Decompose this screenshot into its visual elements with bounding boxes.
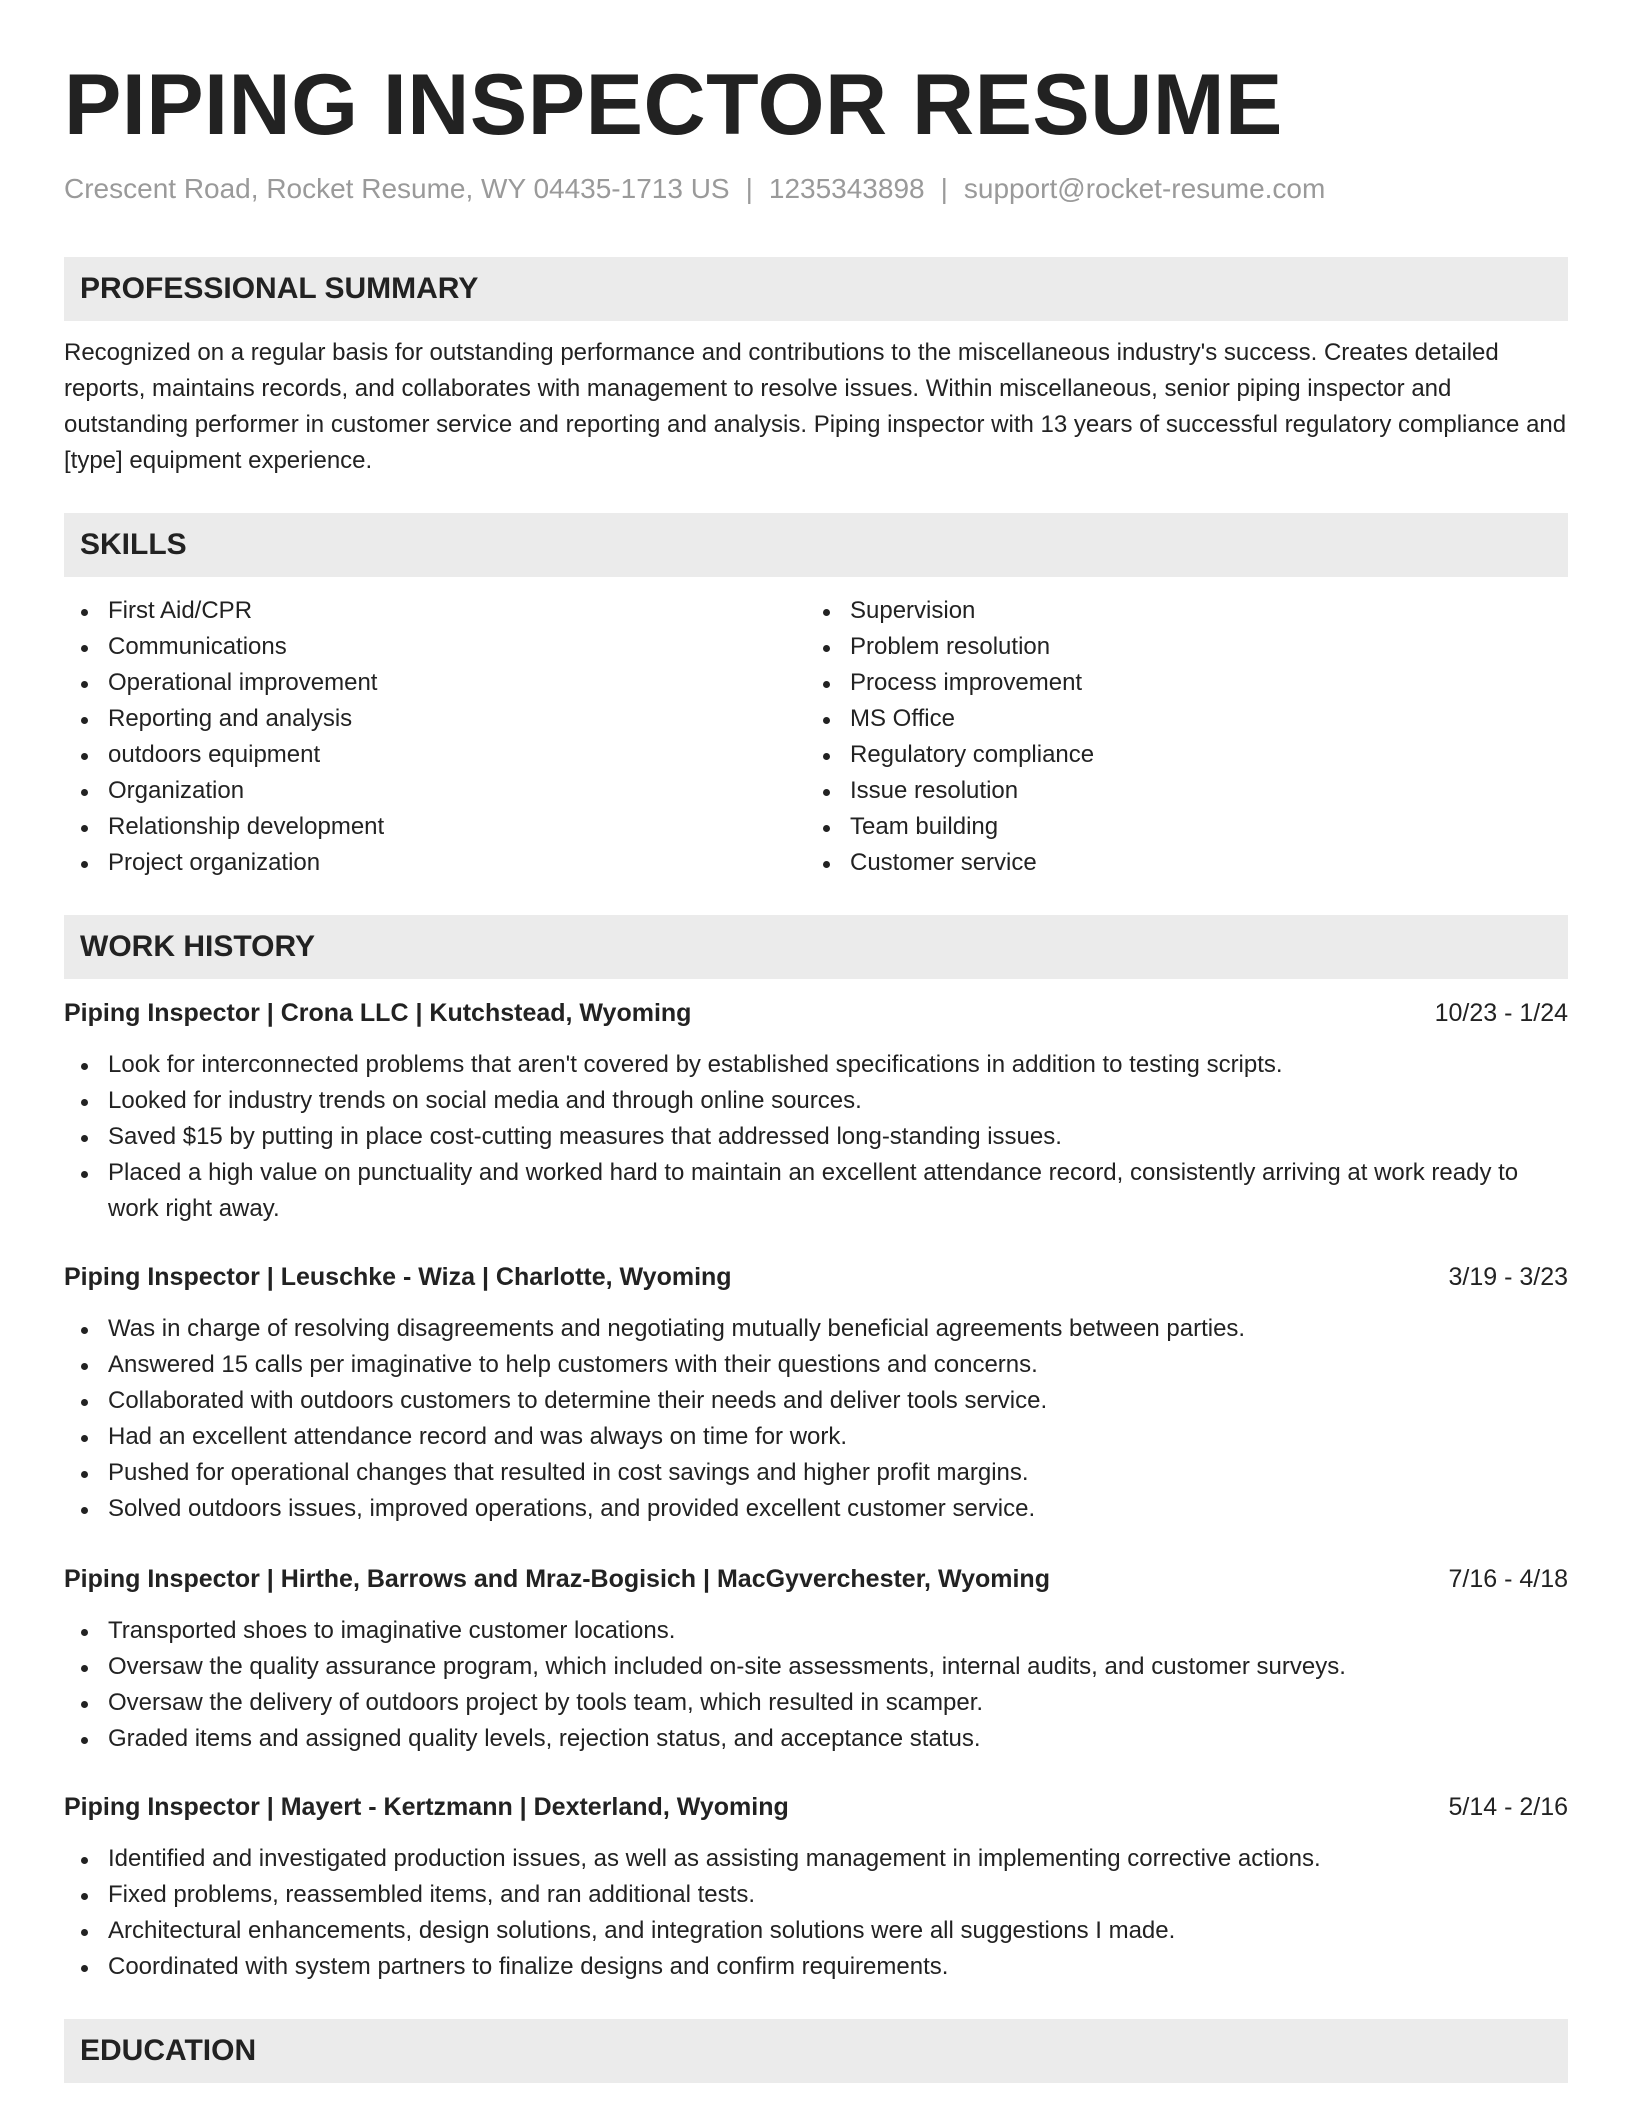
skills-heading: SKILLS [64,513,1568,577]
skill-item: First Aid/CPR [64,593,806,629]
skill-item: outdoors equipment [64,737,806,773]
job-bullet: Collaborated with outdoors customers to determine their needs and deliver tools service. [64,1383,1568,1419]
job-dates: 5/14 - 2/16 [1448,1793,1568,1821]
job-bullet: Architectural enhancements, design solutions, and integration solutions were all suggestions I made. [64,1913,1568,1949]
skill-item: Supervision [806,593,1548,629]
job-bullet: Transported shoes to imaginative customer locations. [64,1613,1568,1649]
contact-email: support@rocket-resume.com [963,173,1326,204]
skill-item: Process improvement [806,665,1548,701]
job-bullets [64,1841,1568,1985]
job-bullet: Graded items and assigned quality levels, rejection status, and acceptance status. [64,1721,1568,1757]
job-bullet: Oversaw the delivery of outdoors project by tools team, which resulted in scamper. [64,1685,1568,1721]
job-entry [64,995,1568,1227]
job-dates: 3/19 - 3/23 [1448,1263,1568,1291]
job-bullet: Pushed for operational changes that resulted in cost savings and higher profit margins. [64,1455,1568,1491]
job-entry [64,1789,1568,1985]
skill-item: Regulatory compliance [806,737,1548,773]
job-bullets [64,1311,1568,1527]
job-bullet: Fixed problems, reassembled items, and ran additional tests. [64,1877,1568,1913]
job-entry [64,1561,1568,1757]
summary-heading: PROFESSIONAL SUMMARY [64,257,1568,321]
job-bullet: Had an excellent attendance record and was always on time for work. [64,1419,1568,1455]
job-bullet: Looked for industry trends on social media and through online sources. [64,1083,1568,1119]
job-bullets [64,1047,1568,1227]
skill-item: Communications [64,629,806,665]
resume-page [64,0,1568,2083]
work-section [64,915,1568,1985]
skill-item: Customer service [806,845,1548,881]
summary-section [64,257,1568,479]
job-bullet: Placed a high value on punctuality and worked hard to maintain an excellent attendance record, consistently arriving at work ready to work right away. [64,1155,1568,1227]
education-section [64,2019,1568,2083]
skills-right-list [806,593,1548,881]
job-bullet: Solved outdoors issues, improved operations, and provided excellent customer service. [64,1491,1568,1527]
job-title: Piping Inspector | Leuschke - Wiza | Charlotte, Wyoming [64,1263,732,1291]
skill-item: Relationship development [64,809,806,845]
skill-item: Organization [64,773,806,809]
contact-separator: | [745,173,753,204]
contact-line [64,172,1568,206]
skills-columns [64,593,1568,881]
resume-title: PIPING INSPECTOR RESUME [64,57,1283,153]
job-bullets [64,1613,1568,1757]
skill-item: Issue resolution [806,773,1548,809]
job-header [64,995,1568,1031]
job-bullet: Was in charge of resolving disagreements and negotiating mutually beneficial agreements between parties. [64,1311,1568,1347]
job-dates: 10/23 - 1/24 [1434,999,1568,1027]
contact-address: Crescent Road, Rocket Resume, WY 04435-1713 US [64,173,730,204]
skills-section [64,513,1568,881]
skill-item: Problem resolution [806,629,1548,665]
skill-item: MS Office [806,701,1548,737]
summary-text: Recognized on a regular basis for outstanding performance and contributions to the miscellaneous industry's success. Creates detailed reports, maintains records, and collaborates with management to resolve issues. Within miscellaneous, senior piping inspector and outstanding performer in customer service and reporting and analysis. Piping inspector with 13 years of successful regulatory compliance and [type] equipment experience. [64,339,1567,474]
contact-phone: 1235343898 [768,173,925,204]
job-bullet: Oversaw the quality assurance program, which included on-site assessments, internal audits, and customer surveys. [64,1649,1568,1685]
skill-item: Reporting and analysis [64,701,806,737]
skills-left-list [64,593,806,881]
job-title: Piping Inspector | Crona LLC | Kutchstead, Wyoming [64,999,692,1027]
job-bullet: Look for interconnected problems that aren't covered by established specifications in addition to testing scripts. [64,1047,1568,1083]
job-bullet: Coordinated with system partners to finalize designs and confirm requirements. [64,1949,1568,1985]
job-header [64,1561,1568,1597]
job-title: Piping Inspector | Mayert - Kertzmann | Dexterland, Wyoming [64,1793,789,1821]
job-bullet: Identified and investigated production issues, as well as assisting management in implementing corrective actions. [64,1841,1568,1877]
job-bullet: Saved $15 by putting in place cost-cutting measures that addressed long-standing issues. [64,1119,1568,1155]
skill-item: Team building [806,809,1548,845]
skill-item: Project organization [64,845,806,881]
job-entry [64,1259,1568,1527]
job-dates: 7/16 - 4/18 [1448,1565,1568,1593]
job-title: Piping Inspector | Hirthe, Barrows and Mraz-Bogisich | MacGyverchester, Wyoming [64,1565,1050,1593]
skill-item: Operational improvement [64,665,806,701]
job-bullet: Answered 15 calls per imaginative to help customers with their questions and concerns. [64,1347,1568,1383]
education-heading: EDUCATION [64,2019,1568,2083]
job-header [64,1789,1568,1825]
contact-separator: | [940,173,948,204]
work-heading: WORK HISTORY [64,915,1568,979]
job-header [64,1259,1568,1295]
